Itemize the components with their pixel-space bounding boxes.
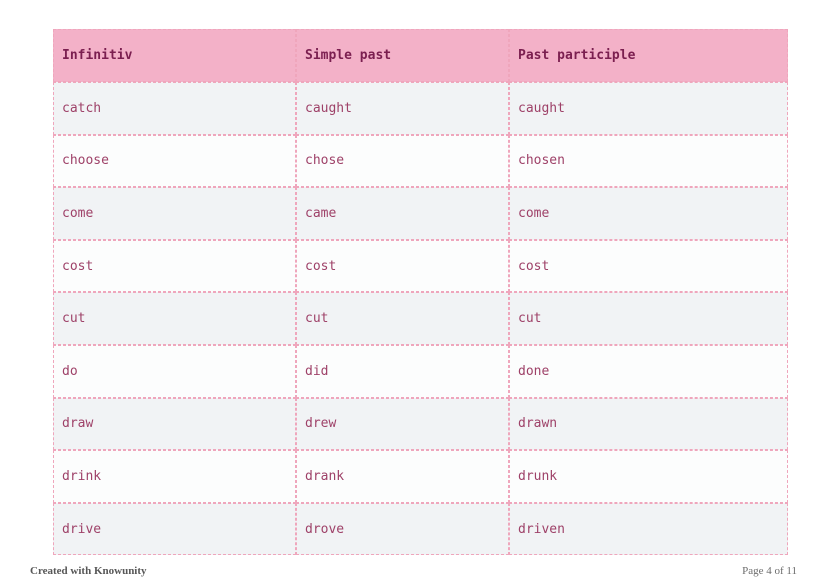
- table-row: [53, 292, 788, 345]
- cell-simple-past: came: [296, 187, 509, 240]
- cell-infinitive: choose: [53, 135, 296, 188]
- cell-past-participle: chosen: [509, 135, 788, 188]
- table-row: [53, 187, 788, 240]
- cell-simple-past: caught: [296, 82, 509, 135]
- cell-infinitive: cost: [53, 240, 296, 293]
- cell-past-participle: cut: [509, 292, 788, 345]
- column-header-infinitiv: Infinitiv: [53, 29, 296, 82]
- cell-infinitive: cut: [53, 292, 296, 345]
- cell-past-participle: come: [509, 187, 788, 240]
- table-row: [53, 503, 788, 556]
- cell-infinitive: draw: [53, 398, 296, 451]
- cell-simple-past: cost: [296, 240, 509, 293]
- cell-infinitive: do: [53, 345, 296, 398]
- cell-simple-past: drew: [296, 398, 509, 451]
- cell-simple-past: cut: [296, 292, 509, 345]
- table-row: [53, 450, 788, 503]
- cell-simple-past: did: [296, 345, 509, 398]
- table-row: [53, 345, 788, 398]
- column-header-simple-past: Simple past: [296, 29, 509, 82]
- cell-past-participle: cost: [509, 240, 788, 293]
- irregular-verbs-table: [53, 29, 788, 555]
- cell-infinitive: drive: [53, 503, 296, 556]
- cell-past-participle: drawn: [509, 398, 788, 451]
- footer-page-number: Page 4 of 11: [742, 565, 797, 577]
- cell-past-participle: caught: [509, 82, 788, 135]
- column-header-past-participle: Past participle: [509, 29, 788, 82]
- table-header-row: [53, 29, 788, 82]
- cell-simple-past: drove: [296, 503, 509, 556]
- cell-infinitive: drink: [53, 450, 296, 503]
- page-footer: [0, 563, 828, 579]
- cell-simple-past: chose: [296, 135, 509, 188]
- table-row: [53, 135, 788, 188]
- cell-past-participle: drunk: [509, 450, 788, 503]
- table-row: [53, 240, 788, 293]
- table-row: [53, 398, 788, 451]
- cell-past-participle: driven: [509, 503, 788, 556]
- cell-infinitive: come: [53, 187, 296, 240]
- cell-past-participle: done: [509, 345, 788, 398]
- cell-infinitive: catch: [53, 82, 296, 135]
- table-row: [53, 82, 788, 135]
- footer-branding: Created with Knowunity: [30, 565, 147, 577]
- cell-simple-past: drank: [296, 450, 509, 503]
